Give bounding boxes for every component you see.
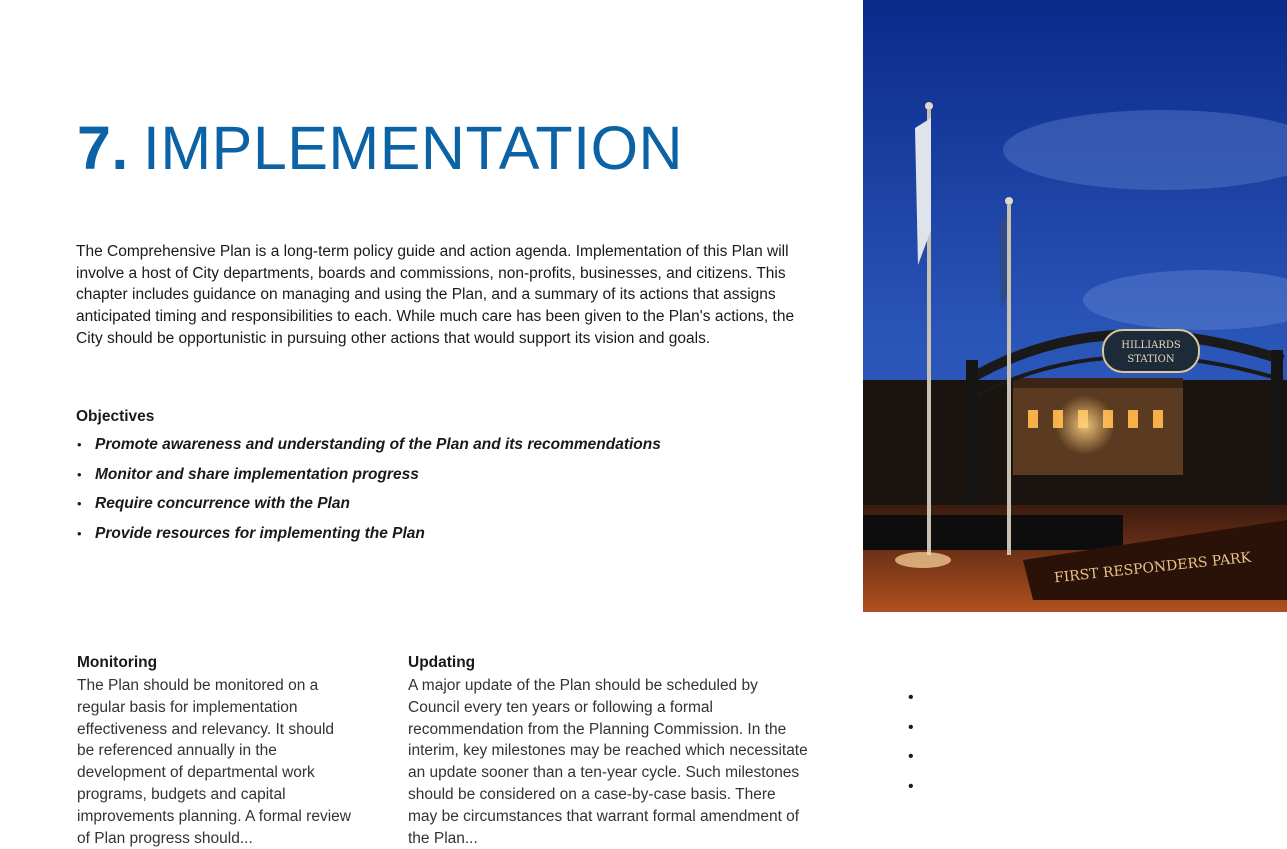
bullet-icon: • bbox=[77, 437, 82, 452]
monitoring-body: The Plan should be monitored on a regular basis for implementation effectiveness and relevancy. It should be referenced annually in the development of departmental work programs, budgets and capital improvements planning. A formal review of Plan progress should... bbox=[77, 677, 351, 847]
arch-pillar bbox=[966, 360, 978, 520]
side-bullet: • bbox=[908, 718, 914, 736]
bullet-icon: • bbox=[77, 525, 82, 541]
side-bullet-list bbox=[908, 688, 914, 806]
arch-sign-line1: HILLIARDS bbox=[1121, 340, 1181, 351]
side-bullet: • bbox=[908, 748, 914, 765]
objectives-heading: Objectives bbox=[76, 408, 155, 425]
side-bullet: • bbox=[908, 689, 914, 706]
bullet-icon: • bbox=[77, 496, 82, 511]
chapter-title bbox=[77, 112, 683, 184]
monitoring-heading: Monitoring bbox=[77, 654, 158, 671]
side-bullet: • bbox=[908, 777, 914, 795]
objective-item: • Provide resources for implementing the Plan bbox=[76, 523, 661, 553]
park-sign-text: FIRST RESPONDERS PARK bbox=[1053, 549, 1252, 587]
bullet-icon: • bbox=[77, 466, 82, 482]
chapter-title-text: IMPLEMENTATION bbox=[142, 114, 684, 182]
arch-sign-line2: STATION bbox=[1127, 354, 1175, 365]
objectives-list bbox=[76, 434, 661, 552]
updating-section bbox=[408, 652, 808, 849]
monitoring-section bbox=[77, 652, 352, 849]
chapter-number: 7. bbox=[77, 114, 129, 182]
updating-body: A major update of the Plan should be scheduled by Council every ten years or following a formal recommendation from the Planning Commission. In the interim, key milestones may be reached which necessitate an update sooner than a ten-year cycle. Such milestones should be considered on a case-by-case basis. There may be circumstances that warrant formal amendment of the Plan... bbox=[408, 677, 808, 847]
arch-sign bbox=[1103, 330, 1199, 372]
objective-item: • Require concurrence with the Plan bbox=[76, 493, 661, 523]
intro-paragraph: The Comprehensive Plan is a long-term policy guide and action agenda. Implementation of this Plan will involve a host of City departments, boards and commissions, non-profits, businesses, and citizens. This chapter includes guidance on managing and using the Plan, and a summary of its actions that assigns anticipated timing and responsibilities to each. While much care has been given to the Plan's actions, the City should be opportunistic in pursuing other actions that would support its vision and goals. bbox=[76, 243, 795, 347]
objective-item: • Monitor and share implementation progress bbox=[76, 464, 661, 494]
objective-item: • Promote awareness and understanding of the Plan and its recommendations bbox=[76, 434, 661, 464]
flagpole bbox=[1007, 205, 1011, 555]
park-photo bbox=[863, 0, 1287, 612]
arch-pillar bbox=[1271, 350, 1283, 520]
updating-heading: Updating bbox=[408, 654, 476, 671]
fountain-basin bbox=[863, 515, 1123, 550]
